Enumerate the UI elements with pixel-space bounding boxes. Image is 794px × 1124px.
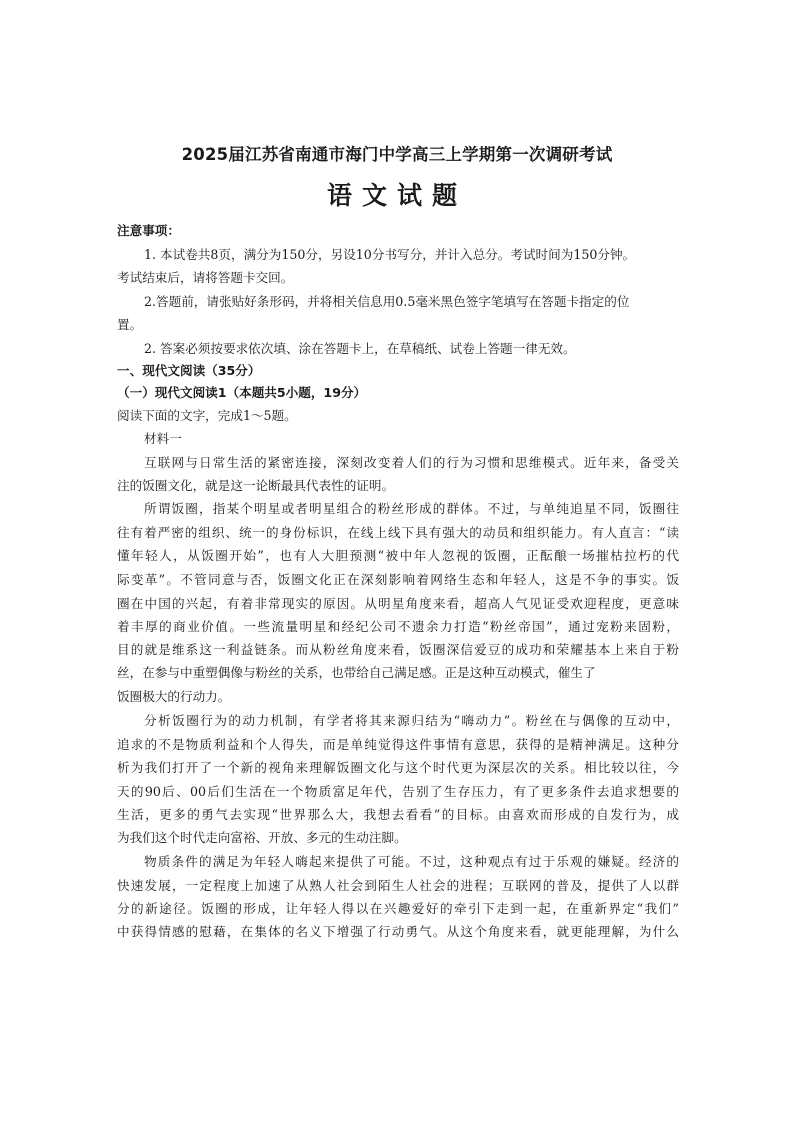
passage-line: 生活，更多的勇气去实现“世界那么大，我想去看看”的目标。由喜欢而形成的自发行为，成 (117, 807, 679, 822)
passage-line: 注的饭圈文化，就是这一论断最具代表性的证明。 (117, 478, 395, 493)
notice-item-1-cont: 考试结束后，请将答题卡交回。 (117, 270, 294, 285)
notice-item-2: 2.答题前，请张贴好条形码，并将相关信息用0.5毫米黑色签字笔填写在答题卡指定的位 (144, 294, 630, 309)
passage-line: 快速发展，一定程度上加速了从熟人社会到陌生人社会的进程；互联网的普及，提供了人以群 (117, 878, 679, 893)
passage-line: 析为我们打开了一个新的视角来理解饭圈文化与这个时代更为深层次的关系。相比较以往，今 (117, 760, 679, 775)
passage-line: 为我们这个时代走向富裕、开放、多元的生动注脚。 (117, 830, 407, 845)
passage-line: 中获得情感的慰藉，在集体的名义下增强了行动勇气。从这个角度来看，就更能理解，为什么 (117, 924, 679, 939)
passage-line: 目的就是维系这一利益链条。而从粉丝角度来看，饭圈深信爱豆的成功和荣耀基本上来自于粉 (117, 642, 679, 657)
passage-line: 圈在中国的兴起，有着非常现实的原因。从明星角度来看，超高人气见证受欢迎程度，更意味 (117, 596, 679, 611)
passage-line: 丝，在参与中重塑偶像与粉丝的关系，也带给自己满足感。正是这种互动模式，催生了 (117, 665, 596, 680)
exam-subtitle: 语文试题 (326, 181, 467, 210)
passage-line: 着丰厚的商业价值。一些流量明星和经纪公司不遗余力打造“粉丝帝国”，通过宠粉来固粉， (117, 619, 679, 634)
notice-item-3: 2. 答案必须按要求依次填、涂在答题卡上，在草稿纸、试卷上答题一律无效。 (144, 341, 576, 356)
passage-line: 际变革”。不管同意与否，饭圈文化正在深刻影响着网络生态和年轻人，这是不争的事实。饭 (117, 572, 679, 587)
reading-instruction: 阅读下面的文字，完成1～5题。 (117, 408, 297, 423)
passage-line: 饭圈极大的行动力。 (117, 689, 231, 704)
passage-line: 分的新途径。饭圈的形成，让年轻人得以在兴趣爱好的牵引下走到一起，在重新界定“我们” (117, 901, 679, 916)
passage-line: 分析饭圈行为的动力机制，有学者将其来源归结为“嗨动力”。粉丝在与偶像的互动中， (144, 713, 679, 728)
notice-item-1: 1. 本试卷共8页，满分为150分，另设10分书写分，并计入总分。考试时间为150分钟。 (144, 247, 636, 262)
passage-line: 所谓饭圈，指某个明星或者明星组合的粉丝形成的群体。不过，与单纯追星不同，饭圈往 (144, 501, 679, 516)
passage-line: 互联网与日常生活的紧密连接，深刻改变着人们的行为习惯和思维模式。近年来，备受关 (144, 455, 679, 470)
notice-item-2-cont: 置。 (117, 317, 143, 332)
material-label: 材料一 (144, 431, 182, 446)
passage-line: 天的90后、00后们生活在一个物质富足年代，告别了生存压力，有了更多条件去追求想要的 (117, 784, 679, 799)
section-heading: 一、现代文阅读（35分） (117, 363, 261, 378)
passage-line: 往有着严密的组织、统一的身份标识，在线上线下具有强大的动员和组织能力。有人直言：“读 (117, 525, 679, 540)
subsection-heading: （一）现代文阅读1（本题共5小题，19分） (117, 385, 367, 400)
notice-heading: 注意事项： (117, 223, 180, 238)
exam-title: 2025届江苏省南通市海门中学高三上学期第一次调研考试 (181, 145, 613, 164)
passage-line: 物质条件的满足为年轻人嗨起来提供了可能。不过，这种观点有过于乐观的嫌疑。经济的 (144, 854, 679, 869)
passage-line: 追求的不是物质利益和个人得失，而是单纯觉得这件事情有意思，获得的是精神满足。这种分 (117, 737, 679, 752)
passage-line: 懂年轻人，从饭圈开始”，也有人大胆预测“被中年人忽视的饭圈，正酝酿一场摧枯拉朽的代 (117, 548, 679, 563)
